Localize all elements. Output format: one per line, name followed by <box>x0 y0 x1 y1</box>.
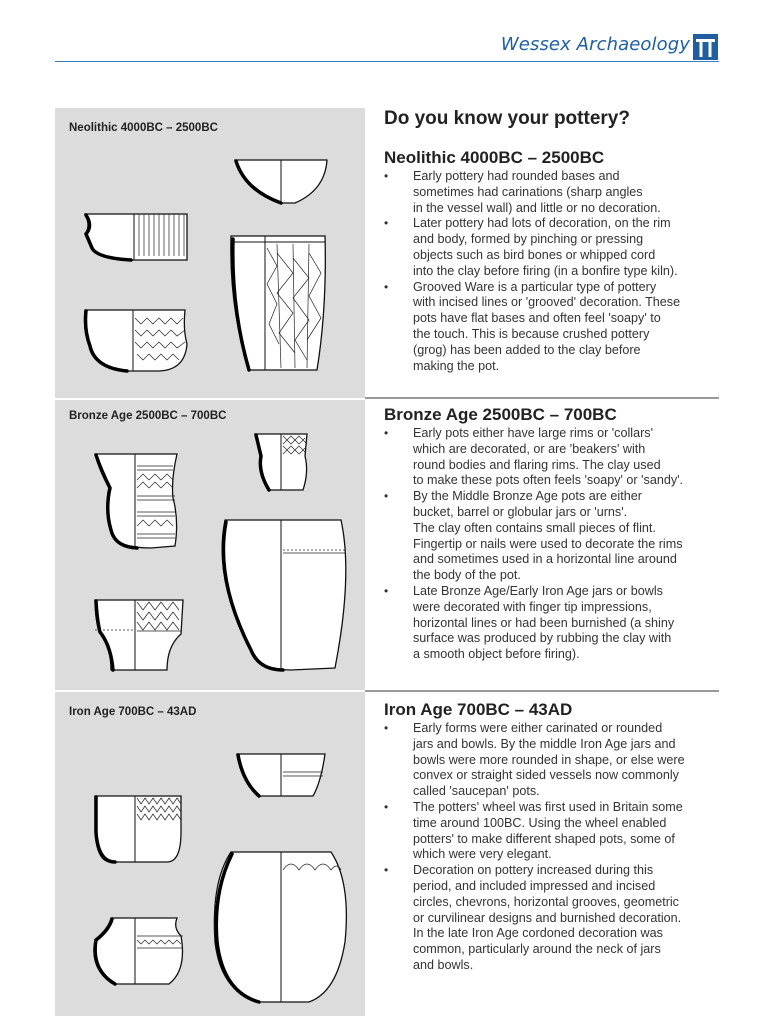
text-line: and sometimes used in a horizontal line around <box>413 552 677 567</box>
text-line: the body of the pot. <box>413 568 521 583</box>
pot-grooved-ware-jar <box>231 236 326 370</box>
text-line: into the clay before firing (in a bonfire type kiln). <box>413 263 678 278</box>
text-line: pots have flat bases and often feel 'soapy' to <box>413 311 661 326</box>
pot-decorated-bowl <box>85 310 188 371</box>
pot-small-collared-vessel <box>255 434 307 490</box>
pot-iron-carinated-bowl <box>237 754 325 796</box>
text-line: or curvilinear designs and burnished decoration. <box>413 910 682 925</box>
text-line: a smooth object before firing). <box>413 647 580 662</box>
text-line: the touch. This is because crushed pottery <box>413 326 650 341</box>
panel-label-neolithic: Neolithic 4000BC – 2500BC <box>69 122 218 134</box>
text-line: common, particularly around the neck of jars <box>413 942 661 957</box>
header-rule <box>55 61 719 62</box>
text-line: surface was produced by rubbing the clay with <box>413 631 672 646</box>
text-line: • Early forms were either carinated or rounded <box>413 721 663 735</box>
pot-saucepan-pot <box>95 796 181 862</box>
text-line: circles, chevrons, horizontal grooves, geometric <box>413 894 679 909</box>
section-heading-neolithic: Neolithic 4000BC – 2500BC <box>384 148 605 167</box>
pot-small-bowl <box>235 160 327 203</box>
text-line: and body, formed by pinching or pressing <box>413 232 644 247</box>
text-line: • Later pottery had lots of decoration, on the rim <box>413 216 671 231</box>
neolithic-pots-illustration <box>55 108 365 398</box>
page-title: Do you know your pottery? <box>384 108 630 129</box>
text-line: which are decorated, or are 'beakers' with <box>413 441 646 456</box>
bullet-item <box>384 721 724 800</box>
text-line: time around 100BC. Using the wheel enabled <box>413 815 667 830</box>
text-line: and bowls. <box>413 957 474 972</box>
pot-carinated-bowl <box>85 214 187 260</box>
wessex-logo-icon <box>693 34 718 60</box>
text-line: were decorated with finger tip impressions, <box>413 599 652 614</box>
text-line: in the vessel wall) and little or no decoration. <box>413 200 661 215</box>
pot-rounded-jar <box>214 852 346 1002</box>
text-line: horizontal lines or had been burnished (a shiny <box>413 615 675 630</box>
panel-label-iron-age: Iron Age 700BC – 43AD <box>69 706 197 718</box>
text-line: called 'saucepan' pots. <box>413 784 540 799</box>
bullet-item <box>384 489 724 584</box>
text-line: objects such as bird bones or whipped cord <box>413 247 656 262</box>
text-line: • Grooved Ware is a particular type of pottery <box>413 279 657 294</box>
text-line: making the pot. <box>413 358 500 373</box>
text-line: In the late Iron Age cordoned decoration was <box>413 926 663 941</box>
pot-globular-bowl <box>94 918 183 984</box>
section-heading-bronze-age: Bronze Age 2500BC – 700BC <box>384 405 617 424</box>
text-line: • Decoration on pottery increased during this <box>413 863 654 878</box>
text-line: • Late Bronze Age/Early Iron Age jars or bowls <box>413 583 663 598</box>
neolithic-illustration-panel <box>55 108 365 398</box>
text-line: to make these pots often feels 'soapy' or 'sandy'. <box>413 473 684 488</box>
text-line: The clay often contains small pieces of flint. <box>413 520 656 535</box>
iron-age-illustration-panel <box>55 692 365 1016</box>
text-line: • Early pottery had rounded bases and <box>413 169 620 183</box>
text-line: potters' to make different shaped pots, some of <box>413 831 675 846</box>
text-line: which were very elegant. <box>413 847 552 862</box>
bullet-item <box>384 584 724 663</box>
text-line: • The potters' wheel was first used in Britain some <box>413 799 683 814</box>
text-line: convex or straight sided vessels now commonly <box>413 768 679 783</box>
panel-label-bronze-age: Bronze Age 2500BC – 700BC <box>69 410 227 422</box>
text-line: Fingertip or nails were used to decorate the rims <box>413 536 683 551</box>
pot-barrel-urn <box>95 600 183 670</box>
section-neolithic <box>384 148 724 374</box>
text-line: • By the Middle Bronze Age pots are either <box>413 489 642 504</box>
section-bronze-age <box>384 405 724 663</box>
bronze-age-pots-illustration <box>55 400 365 690</box>
section-heading-iron-age: Iron Age 700BC – 43AD <box>384 700 573 719</box>
bullet-item <box>384 216 724 279</box>
bullet-item <box>384 169 724 216</box>
section-divider <box>365 690 719 692</box>
text-line: jars and bowls. By the middle Iron Age jars and <box>413 736 676 751</box>
bronze-age-illustration-panel <box>55 400 365 690</box>
section-iron-age <box>384 700 724 974</box>
bullet-item <box>384 280 724 375</box>
section-divider <box>365 397 719 399</box>
text-line: period, and included impressed and incised <box>413 878 656 893</box>
bullet-item <box>384 800 724 863</box>
text-line: round bodies and flaring rims. The clay used <box>413 457 661 472</box>
pot-urn <box>222 520 346 670</box>
text-line: sometimes had carinations (sharp angles <box>413 184 643 199</box>
iron-age-pots-illustration <box>55 692 365 1016</box>
text-line: with incised lines or 'grooved' decoration. These <box>413 295 681 310</box>
text-line: • Early pots either have large rims or 'collars' <box>413 426 653 440</box>
bullet-item <box>384 863 724 974</box>
brand-name: Wessex Archaeology <box>500 34 690 55</box>
text-line: (grog) has been added to the clay before <box>413 342 641 357</box>
text-line: bowls were more rounded in shape, or else were <box>413 752 685 767</box>
text-line: bucket, barrel or globular jars or 'urns'. <box>413 504 628 519</box>
pot-beaker <box>95 454 177 548</box>
bullet-item <box>384 426 724 489</box>
